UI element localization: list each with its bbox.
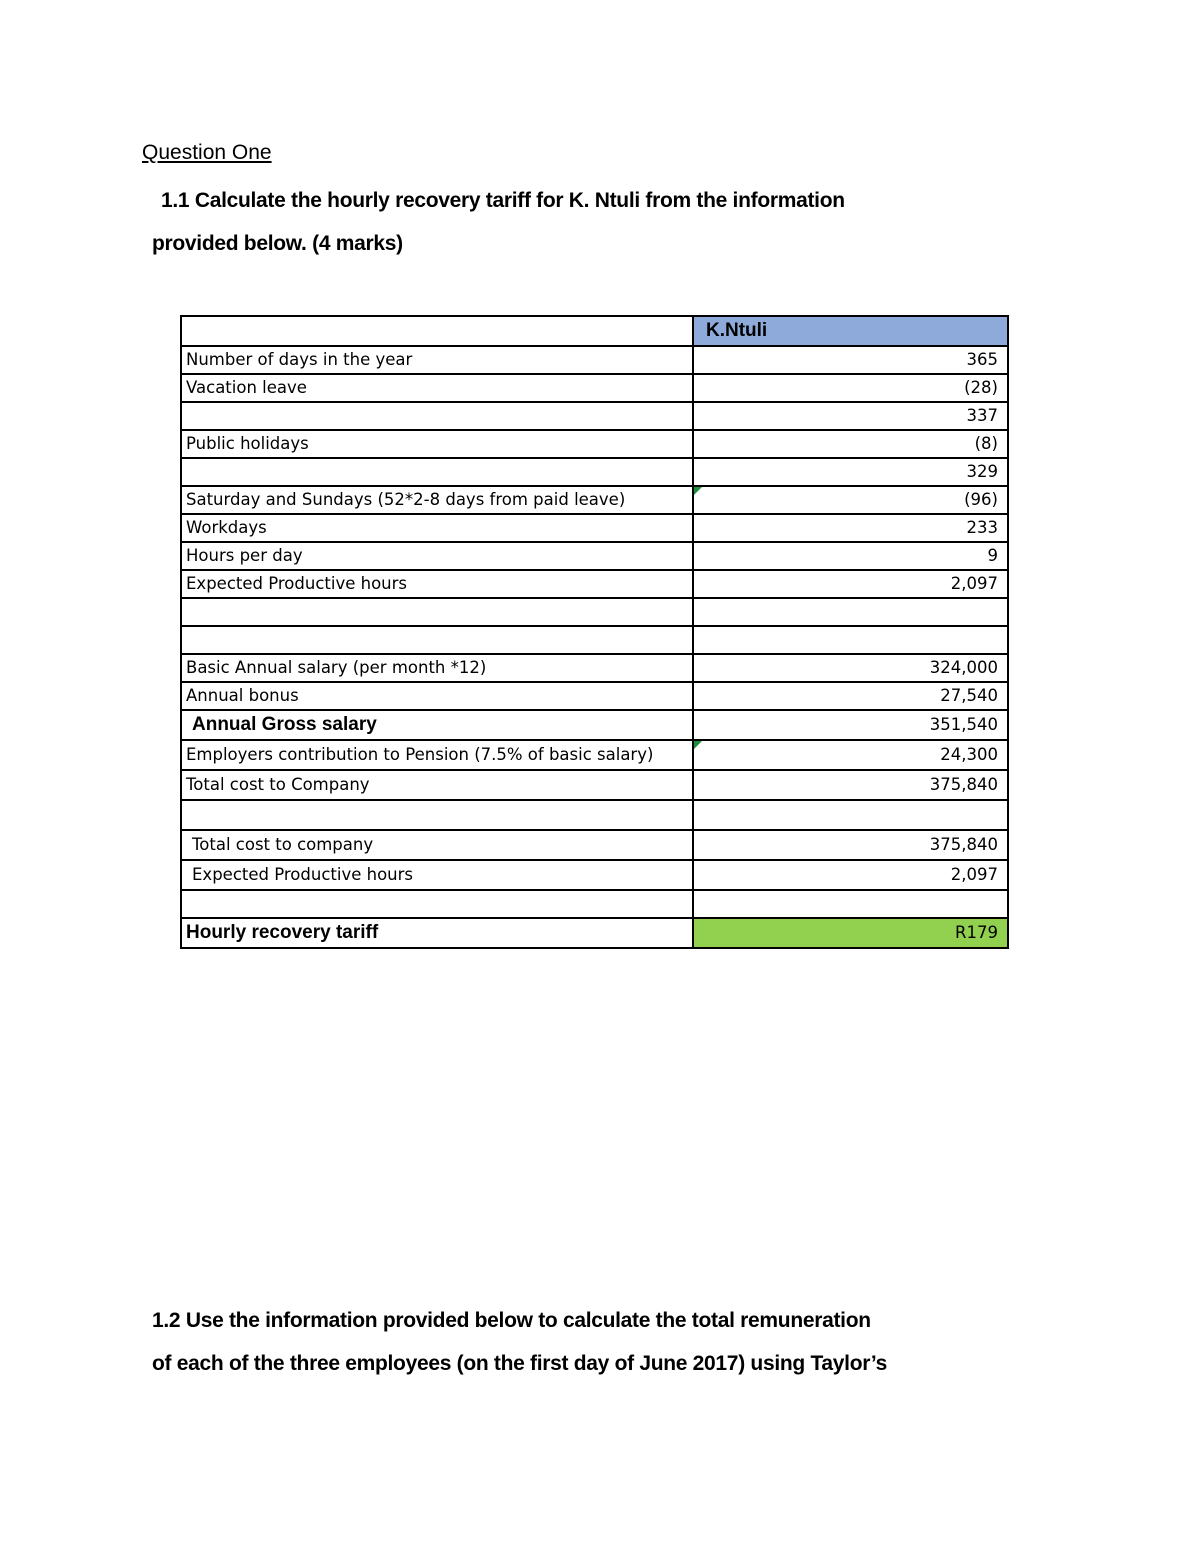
row-value-text: 24,300 [940, 745, 998, 764]
row-label: Public holidays [181, 430, 693, 458]
row-value: 233 [693, 514, 1008, 542]
comment-marker-icon [694, 741, 702, 749]
table-row [181, 346, 1008, 374]
hourly-tariff-label: Hourly recovery tariff [181, 918, 693, 948]
question-1-1-line2 [152, 222, 1022, 265]
row-value-text: (96) [964, 490, 998, 509]
row-label [181, 458, 693, 486]
total-row [181, 918, 1008, 948]
table-row [181, 860, 1008, 890]
table-row [181, 374, 1008, 402]
table-row [181, 682, 1008, 710]
row-value [693, 890, 1008, 918]
row-value: 2,097 [693, 860, 1008, 890]
table-row [181, 570, 1008, 598]
row-label: Saturday and Sundays (52*2-8 days from paid leave) [181, 486, 693, 514]
row-label: Annual bonus [181, 682, 693, 710]
hourly-tariff-value: R179 [693, 918, 1008, 948]
table-row [181, 514, 1008, 542]
row-value: 329 [693, 458, 1008, 486]
row-label: Employers contribution to Pension (7.5% of basic salary) [181, 740, 693, 770]
header-label-cell [181, 316, 693, 346]
row-value: 2,097 [693, 570, 1008, 598]
tariff-table [180, 315, 1009, 949]
row-value: 27,540 [693, 682, 1008, 710]
row-value: 9 [693, 542, 1008, 570]
header-employee-name: K.Ntuli [693, 316, 1008, 346]
row-label: Number of days in the year [181, 346, 693, 374]
row-label [181, 402, 693, 430]
table-row [181, 402, 1008, 430]
table-row [181, 890, 1008, 918]
question-1-1-line1: 1.1 Calculate the hourly recovery tariff for K. Ntuli from the information [161, 189, 845, 212]
table-row [181, 770, 1008, 800]
marks-label: (4 marks) [312, 232, 403, 255]
row-label [181, 598, 693, 626]
row-value [693, 800, 1008, 830]
table-header-row [181, 316, 1008, 346]
row-value [693, 740, 1008, 770]
table-row [181, 430, 1008, 458]
table-row [181, 830, 1008, 860]
row-value: 324,000 [693, 654, 1008, 682]
table-row [181, 458, 1008, 486]
row-label: Hours per day [181, 542, 693, 570]
question-1-2-line2: of each of the three employees (on the first day of June 2017) using Taylor’s [152, 1352, 888, 1375]
row-label [181, 626, 693, 654]
table-row [181, 710, 1008, 740]
row-label: Vacation leave [181, 374, 693, 402]
question-1-1-line2-text: provided below. [152, 232, 307, 255]
table-row [181, 626, 1008, 654]
row-label: Expected Productive hours [181, 860, 693, 890]
row-label: Basic Annual salary (per month *12) [181, 654, 693, 682]
table-row [181, 800, 1008, 830]
row-value: (28) [693, 374, 1008, 402]
question-1-2 [152, 1299, 1022, 1385]
row-label: Annual Gross salary [181, 710, 693, 740]
question-1-2-line1: 1.2 Use the information provided below to calculate the total remuneration [152, 1309, 871, 1332]
row-value [693, 486, 1008, 514]
row-label [181, 800, 693, 830]
question-title: Question One [142, 141, 272, 164]
row-value: 351,540 [693, 710, 1008, 740]
row-value: (8) [693, 430, 1008, 458]
row-value [693, 598, 1008, 626]
comment-marker-icon [694, 487, 702, 495]
row-value: 365 [693, 346, 1008, 374]
row-label: Workdays [181, 514, 693, 542]
row-label [181, 890, 693, 918]
table-row [181, 598, 1008, 626]
question-1-1 [152, 179, 1022, 265]
row-label: Total cost to company [181, 830, 693, 860]
row-value: 375,840 [693, 770, 1008, 800]
table-row [181, 654, 1008, 682]
row-label: Expected Productive hours [181, 570, 693, 598]
row-value: 375,840 [693, 830, 1008, 860]
row-value [693, 626, 1008, 654]
table-row [181, 740, 1008, 770]
row-label: Total cost to Company [181, 770, 693, 800]
table-row [181, 542, 1008, 570]
row-value: 337 [693, 402, 1008, 430]
table-row [181, 486, 1008, 514]
